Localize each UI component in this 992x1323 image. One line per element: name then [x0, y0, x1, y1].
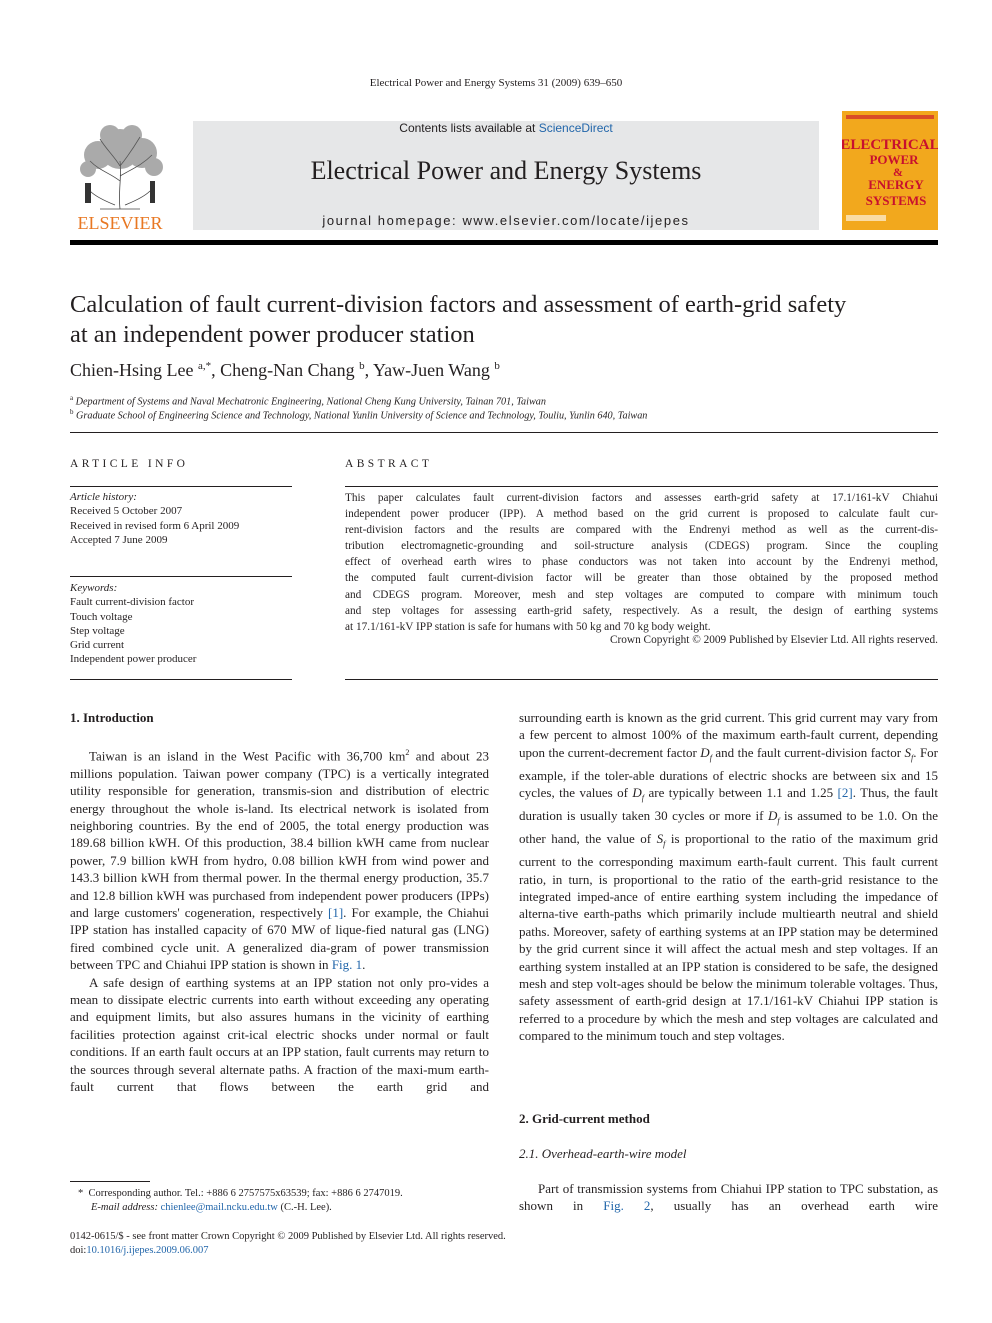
subsection-heading: 2.1. Overhead-earth-wire model [519, 1146, 687, 1161]
author-sup[interactable]: b [494, 360, 500, 372]
paragraph: surrounding earth is known as the grid current. This grid current may vary from a few percent to almost 100% of the maximum earth-fault current, depending upon the current-decrement factor $D_f$ and the fault current-division factor $S_f$. For example, if the toler-able durations of electric shocks are between six and 15 cycles, the values of $D_f$ are typically between 1.1 and 1.25 [2]. Thus, the fault duration is usually taken 30 cycles or more if $D_f$ is assumed to be 1.0. On the other hand, the value of $S_f$ is proportional to the ratio of the maximum grid current to the corresponding maximum earth-fault current. This fault current ratio, in turn, is proportional to the ratio of the earth-grid resistance to the integrated imped-ance of entire earthing system including the impedance of alterna-tive earth-paths which primarily include multiearth neutral and shield paths. Moreover, safety of earthing systems at an IPP station may be determined by the grid current since it will affect the actual mesh and step voltages. If an earthing system installed at an IPP station is considered to be safe, the designed mesh and step volt-ages should be below the minimum tolerable voltages. Thus, safety assessment of earth-grid design at 17.1/161-kV Chiahui IPP station is referred to a procedure by which the mesh and step voltages are calculated and compared to the minimum touch and step voltages. [519, 710, 939, 1044]
abstract-line: at 17.1/161-kV IPP station is safe for humans with 50 kg and 70 kg body weight. [345, 620, 711, 633]
history-item: Received in revised form 6 April 2009 [70, 519, 240, 532]
abstract-line: the computed fault current-division factor will be greater than those obtained by the proposed method [345, 572, 938, 585]
abstract-text [345, 490, 938, 635]
title-line-2: at an independent power producer station [70, 321, 475, 348]
affiliation-text: Graduate School of Engineering Science and Technology, National Yunlin University of Science and Technology, Touliu, Yunlin 640, Taiwan [76, 410, 648, 422]
abstract-copyright: Crown Copyright © 2009 Published by Elsevier Ltd. All rights reserved. [609, 634, 938, 646]
keywords-label: Keywords: [70, 582, 118, 594]
email-label: E-mail address: [91, 1202, 161, 1213]
journal-homepage-link[interactable]: journal homepage: www.elsevier.com/locate/ijepes [322, 213, 690, 228]
divider [70, 486, 292, 487]
abstract-heading: ABSTRACT [345, 458, 433, 470]
elsevier-wordmark: ELSEVIER [77, 213, 163, 233]
affiliation-sup: b [70, 408, 74, 416]
contents-line [193, 121, 819, 135]
journal-cover-image [842, 111, 938, 230]
author-name[interactable]: Yaw-Juen Wang [372, 360, 490, 380]
abstract-line: rent-division factors and the results are compared with the Endrenyi method as well as the current-dis- [345, 524, 938, 537]
issn-line: 0142-0615/$ - see front matter Crown Copyright © 2009 Published by Elsevier Ltd. All rights reserved. [70, 1231, 506, 1242]
author-sup[interactable]: a,* [197, 360, 212, 372]
left-column [70, 744, 489, 1095]
keyword[interactable]: Fault current-division factor [70, 596, 195, 609]
divider [70, 432, 938, 433]
elsevier-logo[interactable] [70, 121, 170, 233]
journal-name: Electrical Power and Energy Systems [310, 156, 702, 185]
divider [345, 486, 938, 487]
author-name[interactable]: Cheng-Nan Chang [220, 360, 355, 380]
doi-label: doi: [70, 1245, 87, 1256]
abstract-line: effect of overhead earth wires to phase conductors was not taken into account by the Endrenyi method, [345, 556, 938, 569]
affiliation-sup: a [70, 394, 74, 402]
author-list: Chien-Hsing Lee $^{a,*}$, Cheng-Nan Chang $^b$, Yaw-Juen Wang $^b$ [70, 360, 500, 380]
figure-link[interactable]: Fig. 1 [331, 957, 363, 973]
reference-link[interactable]: [1] [328, 904, 344, 920]
affiliation [70, 408, 647, 421]
keyword[interactable]: Independent power producer [70, 653, 197, 666]
divider [345, 679, 938, 680]
right-column-continued [519, 1180, 938, 1215]
paragraph: Part of transmission systems from Chiahui IPP station to TPC substation, as shown in Fig. 2, usually has an overhead earth wire [519, 1181, 939, 1214]
abstract-line: and step voltages for assessing earth-grid safety, respectively. As a result, the design of earthing systems [345, 604, 938, 617]
svg-text:&: & [893, 165, 903, 179]
article-title [70, 290, 938, 350]
footnote-marker: * [78, 1188, 84, 1199]
section-heading-grid-current: 2. Grid-current method [519, 1111, 650, 1126]
affiliation [70, 394, 546, 407]
elsevier-tree-icon [70, 121, 170, 233]
keyword[interactable]: Step voltage [70, 624, 125, 637]
affiliation-text: Department of Systems and Naval Mechatronic Engineering, National Cheng Kung University, Tainan 701, Taiwan [75, 396, 546, 408]
history-label: Article history: [70, 491, 137, 503]
footnote-rule [70, 1181, 150, 1182]
footnote-contact: Corresponding author. Tel.: +886 6 2757575x63539; fax: +886 6 2747019. [88, 1188, 403, 1199]
footnote [78, 1187, 403, 1215]
svg-text:SYSTEMS: SYSTEMS [865, 193, 927, 208]
contents-prefix: Contents lists available at [399, 121, 539, 135]
sciencedirect-link[interactable]: ScienceDirect [538, 121, 613, 135]
svg-text:POWER: POWER [869, 152, 919, 167]
front-matter [70, 1230, 506, 1258]
history-item: Received 5 October 2007 [70, 505, 183, 518]
header-rule [70, 240, 938, 245]
running-head: Electrical Power and Energy Systems 31 (2009) 639–650 [369, 77, 623, 89]
svg-text:ELECTRICAL: ELECTRICAL [842, 137, 938, 153]
keywords [70, 581, 292, 667]
paragraph: Taiwan is an island in the West Pacific with 36,700 $km^2$ and about 23 millions population. Taiwan power company (TPC) is a vertically integrated utility responsible for generation, transmis-sion and distribution of electric energy throughout the whole is-land. Its electrical network is isolated from neighboring countries. By the end of 2005, the total energy production was 189.68 billion kWH. Of this production, 38.4 billion kWH came from nuclear power, 7.9 billion kWH from hydro, 0.08 billion kWH from wind power and 143.3 billion kWH from thermal power. In the thermal energy production, 35.7 and 12.8 billion kWH was purchased from independent power producers (IPPs) and large customers' cogeneration, respectively [1]. For example, the Chiahui IPP station has installed capacity of 670 MW of lique-fied natural gas (LNG) fired combined cycle unit. A generalized dia-gram of power transmission between TPC and Chiahui IPP station is shown in Fig. 1. [70, 748, 489, 973]
abstract-line: tribution electromagnetic-grounding and soil-structure analysis (CDEGS) program. Since the coupling [345, 540, 938, 553]
svg-text:ENERGY: ENERGY [868, 177, 924, 192]
right-column [519, 709, 938, 1045]
abstract-line: independent power producer (IPP). A method based on the grid current is proposed to calculate fault cur- [345, 508, 938, 521]
email-suffix: (C.-H. Lee). [277, 1202, 332, 1213]
reference-link[interactable]: [2] [837, 785, 853, 801]
abstract-line: and CDEGS program. Moreover, mesh and step voltages are computed to compare with minimum touch [345, 588, 938, 601]
keyword[interactable]: Grid current [70, 639, 125, 652]
section-heading-introduction: 1. Introduction [70, 710, 154, 725]
author-name[interactable]: Chien-Hsing Lee [70, 360, 194, 380]
paragraph: A safe design of earthing systems at an IPP station not only pro-vides a mean to dissipate electric currents into earth without exceeding any operating and equipment limits, but also assures humans in the vicinity of earthing facilities protection against crit-ical electric shocks under normal or fault conditions. If an earth fault occurs at an IPP station, fault currents may return to the sources through several alternate paths. A fraction of the maxi-mum earth-fault current that flows between the earth grid and [70, 974, 489, 1095]
abstract-line: This paper calculates fault current-division factors and assesses earth-grid safety at 17.1/161-kV Chiahui [345, 492, 938, 504]
article-info-heading: ARTICLE INFO [70, 458, 189, 470]
divider [70, 679, 292, 680]
history-item: Accepted 7 June 2009 [70, 533, 168, 546]
figure-link[interactable]: Fig. 2 [603, 1198, 651, 1214]
keyword[interactable]: Touch voltage [70, 610, 133, 623]
author-sup[interactable]: b [359, 360, 365, 372]
title-line-1: Calculation of fault current-division factors and assessment of earth-grid safety [70, 291, 847, 318]
email-link[interactable]: chienlee@mail.ncku.edu.tw [160, 1202, 278, 1213]
divider [70, 576, 292, 577]
doi-link[interactable]: 10.1016/j.ijepes.2009.06.007 [86, 1245, 209, 1256]
journal-cover[interactable] [842, 111, 938, 230]
article-history [70, 490, 292, 547]
